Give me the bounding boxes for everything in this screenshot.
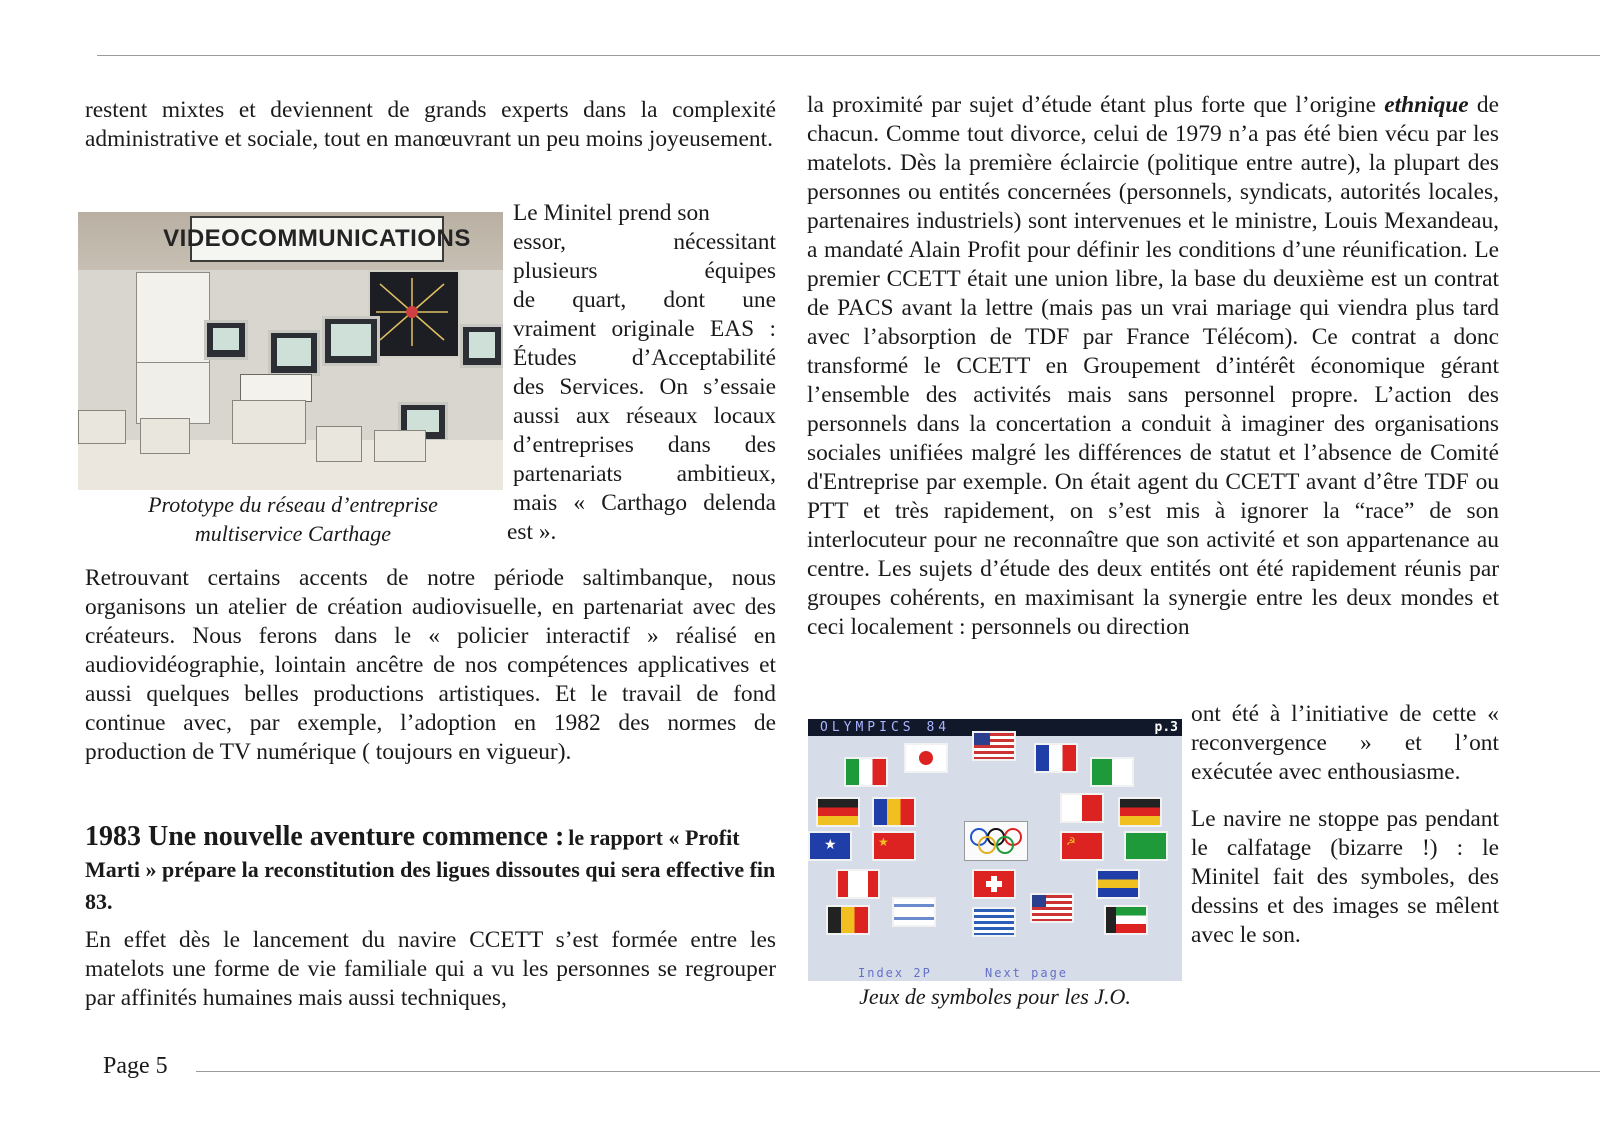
- flag-france-icon: [1036, 745, 1076, 771]
- flag-china-icon: ★: [874, 833, 914, 859]
- terminal-2: [232, 400, 306, 444]
- text-run: de chacun. Comme tout divorce, celui de 1979 n’a pas été bien vécu par les matelots. Dès la première éclaircie (politique entre autre), la plupart des personnes ou entités concernées (personnels, syndicats, autorités locales, partenaires industriels) sont intervenues et le ministre, Louis Mexandeau, a mandaté Alain Profit pour définir les conditions d’une réunification. Le premier CCETT était une union libre, la base du deuxième est un contrat de PACS avant la lettre (mais pas un vrai mariage qui viendra plus tard avec l’absorption de TDF par France Télécom). Ce contrat a donc transformé le CCETT en Groupement d’intérêt économique gérant l’ensemble des activités mais sans personnel propre. L’action des personnels dans la concertation a conduit à imaginer des organisations sociales unifiées malgré les différences de statut et l’absence de Comité d'Entreprise par exemple. On était agent du CCETT avant d’être TDF ou PTT et très rapidement, on s’est mis à ignorer la “race” de son interlocuteur pour ne reconnaître que son activité et son appartenance au centre. Les sujets d’étude des deux entités ont été rapidement réunis par groupes cohérents, en maximisant la synergie entre les deux mondes et ceci localement : personnels ou direction: [807, 92, 1499, 640]
- minitel-line: plusieurs équipes: [513, 258, 776, 284]
- teletext-index: Index 2P: [858, 966, 932, 980]
- flag-kuwait-icon: [1106, 907, 1146, 933]
- figure1-caption: [118, 490, 468, 548]
- flag-switzerland-icon: [974, 871, 1014, 897]
- paragraph-calfatage: Le navire ne stoppe pas pendant le calfatage (bizarre !) : le Minitel fait des symboles, des dessins et des images se mêlent avec le son.: [1191, 806, 1499, 948]
- paragraph-reunification: [807, 91, 1499, 642]
- flag-japan-icon: [906, 745, 946, 771]
- flag-sweden-icon: [1098, 871, 1138, 897]
- videocommunications-banner: VIDEOCOMMUNICATIONS: [190, 216, 444, 262]
- flag-east-germany-icon: [818, 799, 858, 825]
- flag-belgium-icon: [828, 907, 868, 933]
- flag-canada-icon: [838, 871, 878, 897]
- minitel-line: des Services. On s’essaie: [513, 374, 776, 400]
- paragraph-intro: restent mixtes et deviennent de grands experts dans la complexité administrative et sociale, tout en manœuvrant un peu moins joyeusement.: [85, 97, 776, 152]
- olympic-rings-icon: [964, 821, 1028, 861]
- carthage-poster: [136, 272, 210, 366]
- heading-main: 1983 Une nouvelle aventure commence :: [85, 821, 565, 852]
- caption-line: multiservice Carthage: [194, 521, 392, 546]
- header-rule: [97, 55, 1600, 56]
- carthage-poster-2: [136, 362, 210, 424]
- flag-algeria-icon: [1092, 759, 1132, 785]
- minitel-line: est ».: [507, 519, 557, 545]
- photo-carthage-exhibit: [78, 212, 503, 490]
- flag-west-germany-icon: [1120, 799, 1160, 825]
- text-run: la proximité par sujet d’étude étant plus forte que l’origine: [807, 92, 1376, 118]
- teletext-page: p.3: [1154, 720, 1178, 735]
- teletext-next-page: Next page: [985, 966, 1069, 980]
- network-star-icon: [370, 272, 454, 352]
- photo-olympic-flags-teletext: [808, 719, 1182, 981]
- minitel-line: mais « Carthago delenda: [513, 490, 776, 516]
- flag-israel-icon: [894, 899, 934, 925]
- emphasis-ethnique: ethnique: [1384, 92, 1469, 118]
- paragraph-saltimbanque: Retrouvant certains accents de notre période saltimbanque, nous organisons un atelier de création audiovisuelle, en partenariat avec des créateurs. Nous ferons dans le « policier interactif » réalisé en audiovidéographie, lointain ancêtre de nos compétences applicatives et aussi quelques belles productions artistiques. Et le travail de fond continue avec, par exemple, l’adoption en 1982 des normes de production de TV numérique ( toujours en vigueur).: [85, 565, 776, 765]
- terminal-4: [374, 430, 426, 462]
- flag-ussr-icon: ☭: [1062, 833, 1102, 859]
- minitel-line: partenariats ambitieux,: [513, 461, 776, 487]
- minitel-line: d’entreprises dans des: [513, 432, 776, 458]
- minitel-line: de quart, dont une: [513, 287, 776, 313]
- minitel-line: Le Minitel prend son: [513, 200, 710, 226]
- flag-romania-icon: [874, 799, 914, 825]
- fiber-network-label: [240, 374, 312, 402]
- minitel-line: Études d’Acceptabilité: [513, 345, 776, 371]
- flag-italy-icon: [846, 759, 886, 785]
- paragraph-navire: En effet dès le lancement du navire CCETT s’est formée entre les matelots une forme de vie familiale qui a vu les personnes se regrouper par affinités humaines mais aussi techniques,: [85, 927, 776, 1011]
- footer-rule: [196, 1071, 1600, 1072]
- heading-rest: le rapport « Profit Marti » prépare la reconstitution des ligues dissoutes qui sera effective fin 83.: [85, 825, 776, 914]
- flag-somalia-icon: ★: [810, 833, 850, 859]
- section-heading-1983: [85, 822, 776, 919]
- flag-burkina-icon: [1126, 833, 1166, 859]
- minitel-line: aussi aux réseaux locaux: [513, 403, 776, 429]
- flag-panama-icon: [1062, 795, 1102, 821]
- terminal-5: [78, 410, 126, 444]
- monitor-2: [268, 330, 320, 376]
- minitel-line: vraiment originale EAS :: [513, 316, 776, 342]
- monitor-4: [460, 324, 503, 368]
- figure2-caption: Jeux de symboles pour les J.O.: [859, 984, 1131, 1009]
- monitor-3: [322, 316, 380, 366]
- terminal-1: [140, 418, 190, 454]
- network-diagram-panel: [368, 270, 460, 358]
- caption-line: Prototype du réseau d’entreprise: [148, 492, 438, 517]
- teletext-title: OLYMPICS 84: [820, 720, 951, 735]
- minitel-line: essor, nécessitant: [513, 229, 776, 255]
- terminal-3: [316, 426, 362, 462]
- monitor-1: [204, 320, 248, 360]
- flag-greece-icon: [974, 909, 1014, 935]
- page-number: Page 5: [103, 1053, 168, 1079]
- flag-usa-icon: [974, 733, 1014, 759]
- teletext-footer: [808, 965, 1182, 981]
- flag-liberia-icon: [1032, 895, 1072, 921]
- paragraph-reconvergence: ont été à l’initiative de cette « reconvergence » et l’ont exécutée avec enthousiasme.: [1191, 701, 1499, 785]
